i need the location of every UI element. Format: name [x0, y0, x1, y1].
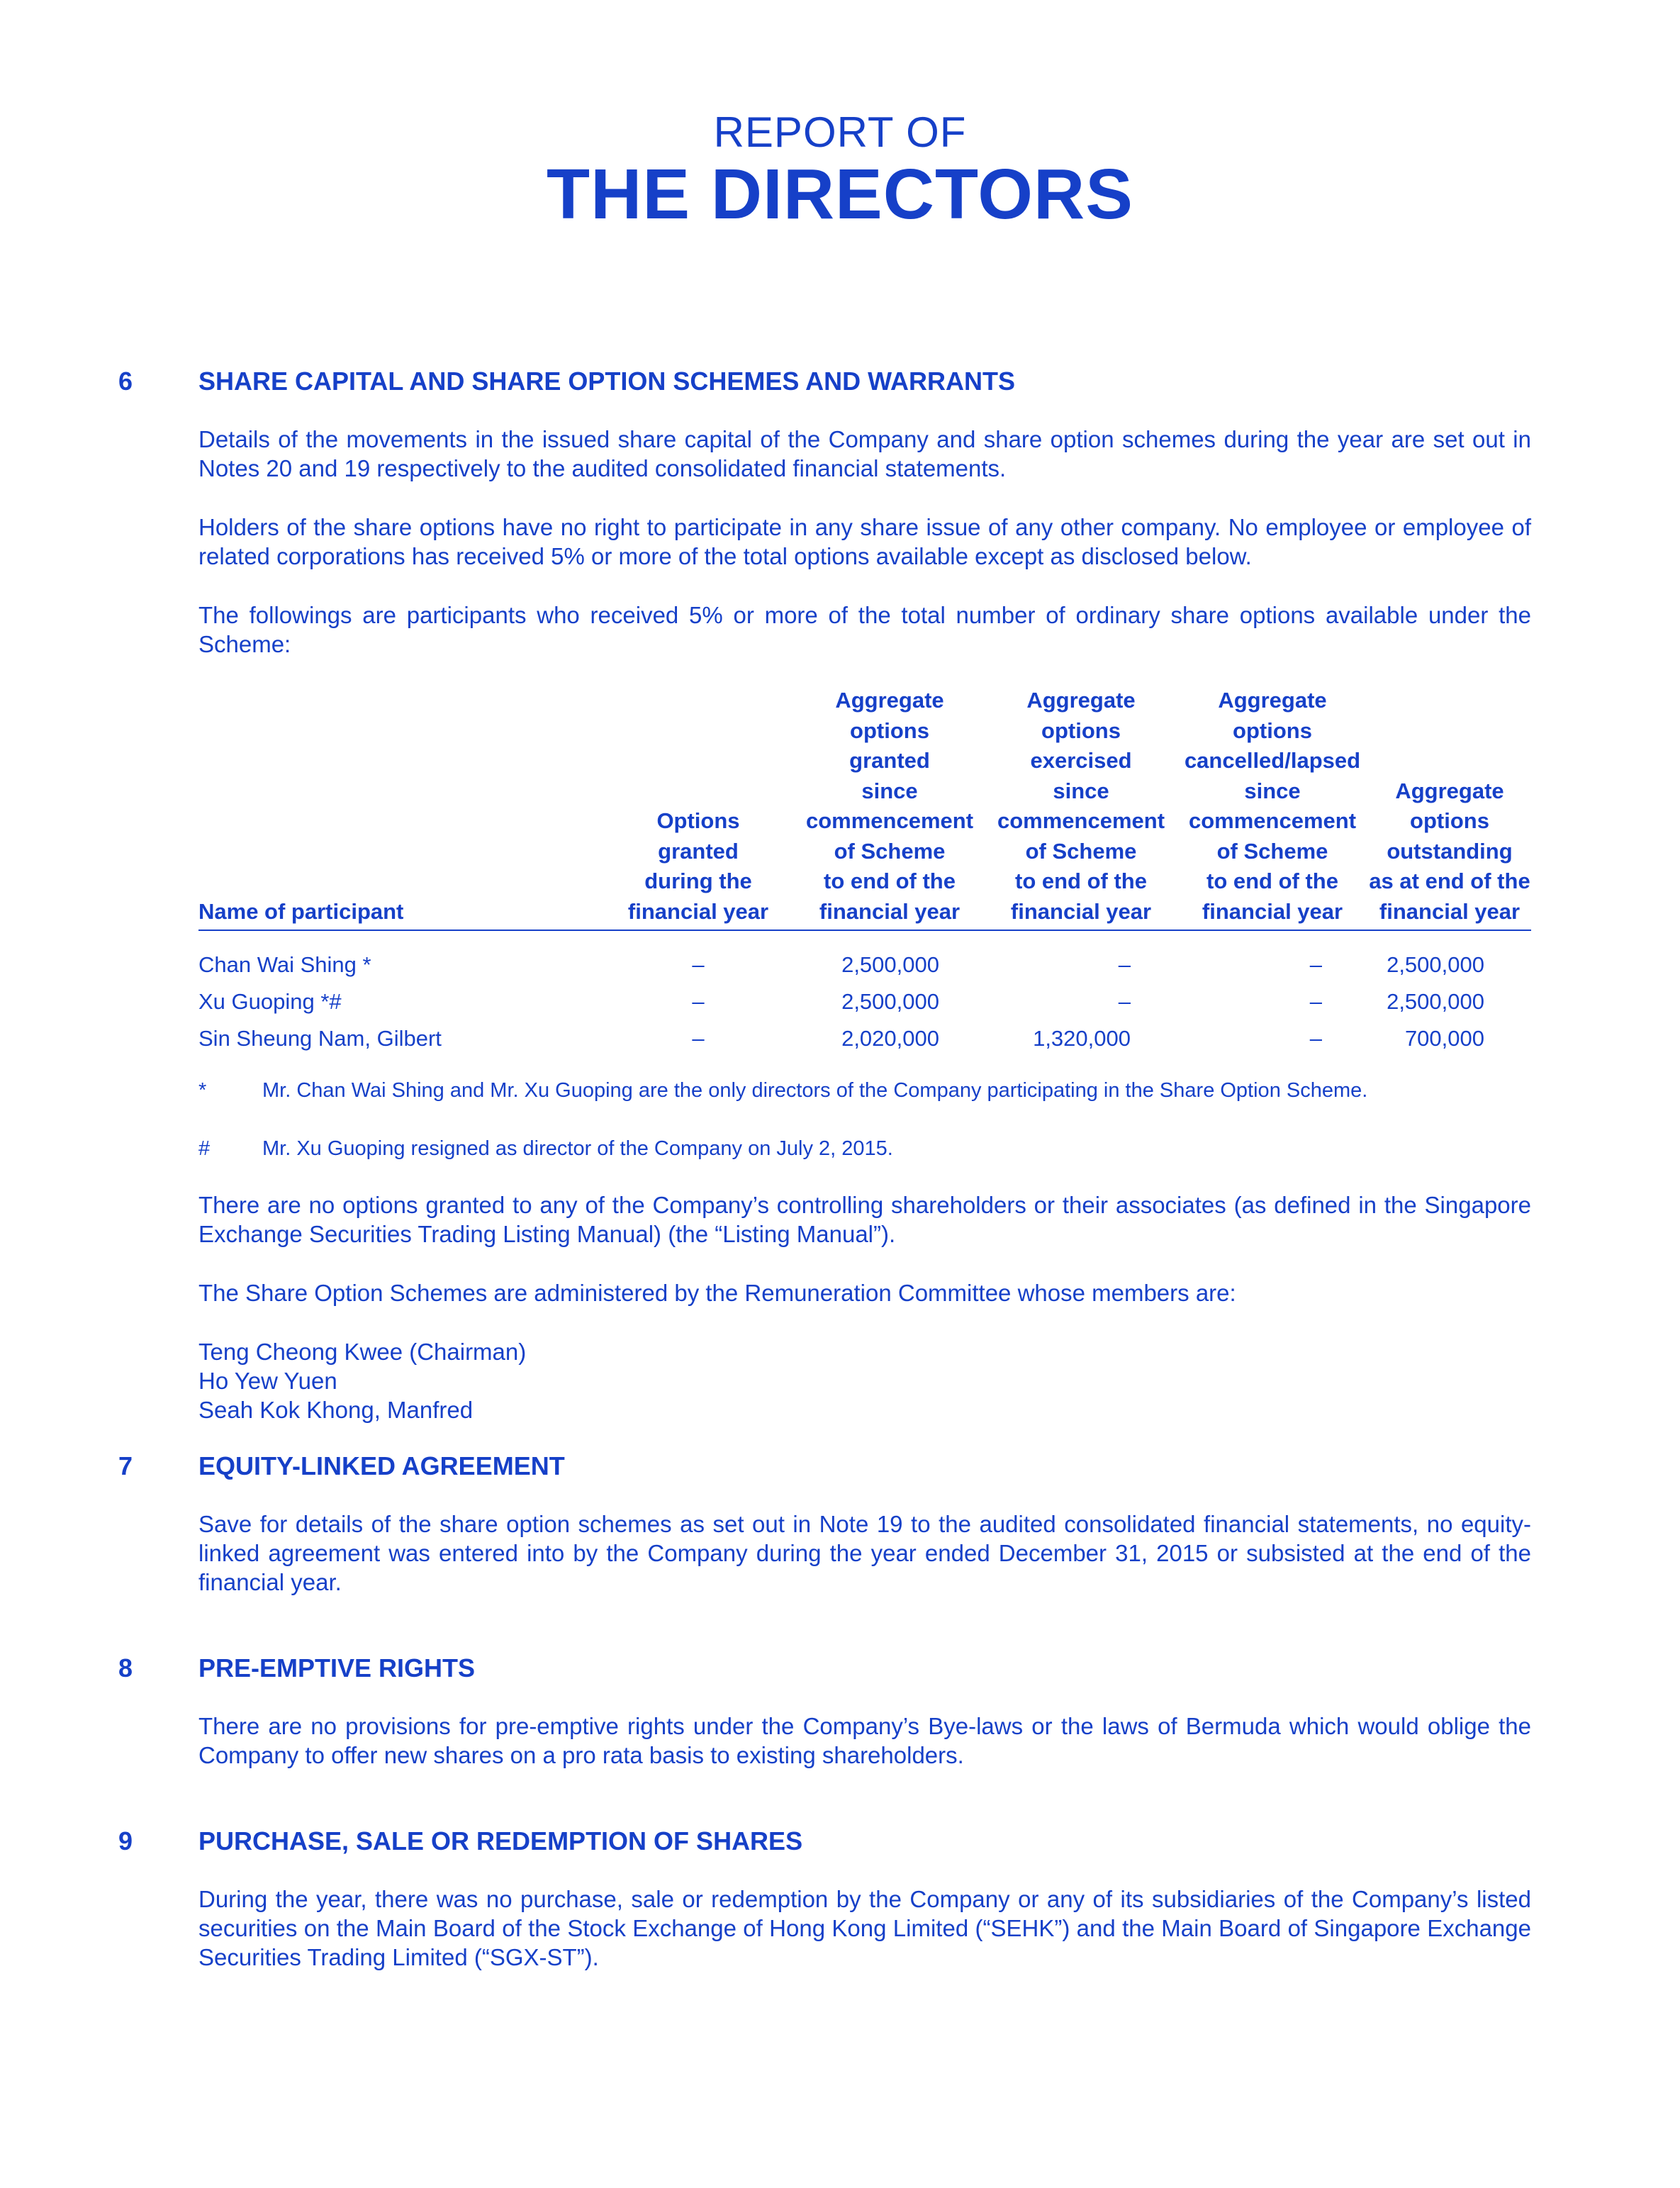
section-8-heading	[118, 1652, 1531, 1685]
paragraph: There are no provisions for pre-emptive rights under the Company’s Bye-laws or the laws of Bermuda which would oblige the Company to offer new shares on a pro rata basis to existing shareholders.	[198, 1713, 1531, 1768]
member-name: Ho Yew Yuen	[198, 1368, 337, 1394]
footnote-text: Mr. Chan Wai Shing and Mr. Xu Guoping are the only directors of the Company participating in the Share Option Scheme.	[262, 1079, 1368, 1102]
cell-exercised: 1,320,000	[1033, 1026, 1131, 1051]
cell-cancelled: –	[1309, 952, 1322, 977]
footnote	[198, 1135, 1531, 1162]
member-name: Seah Kok Khong, Manfred	[198, 1397, 474, 1423]
cell-granted-year: –	[692, 989, 705, 1014]
page-header	[0, 110, 1680, 233]
paragraph: The Share Option Schemes are administered by the Remuneration Committee whose members are:	[198, 1280, 1236, 1306]
participant-name: Chan Wai Shing *	[198, 952, 371, 977]
cell-outstanding: 2,500,000	[1387, 989, 1484, 1014]
report-content	[118, 365, 1531, 1972]
paragraph: Holders of the share options have no right to participate in any share issue of any other company. No employee or employee of related corporations has received 5% or more of the total options available except as disclosed below.	[198, 514, 1531, 569]
section-7-heading	[118, 1450, 1531, 1483]
column-header: Aggregate options exercised since commencement of Scheme to end of the financial year	[985, 686, 1177, 930]
committee-members	[198, 1337, 1531, 1424]
cell-exercised: –	[1118, 989, 1131, 1014]
cell-exercised: –	[1118, 952, 1131, 977]
table-row	[198, 983, 1531, 1020]
column-header: Name of participant	[198, 686, 603, 930]
share-options-table	[198, 686, 1531, 1057]
section-number: 9	[118, 1826, 133, 1855]
footnote	[198, 1077, 1531, 1104]
paragraph: During the year, there was no purchase, sale or redemption by the Company or any of its subsidiaries of the Company’s listed securities on the Main Board of the Stock Exchange of Hong Kong Limited (“SEHK”) and the Main Board of Singapore Exchange Securities Trading Limited (“SGX-ST”).	[198, 1886, 1531, 1970]
cell-cancelled: –	[1309, 989, 1322, 1014]
cell-cancelled: –	[1309, 1026, 1322, 1051]
column-header: Aggregate options outstanding as at end of the financial year	[1368, 686, 1531, 930]
cell-granted-year: –	[692, 1026, 705, 1051]
header-title: THE DIRECTORS	[547, 155, 1133, 234]
table-header-row	[198, 686, 1531, 930]
section-title: PURCHASE, SALE OR REDEMPTION OF SHARES	[198, 1826, 803, 1855]
cell-granted-aggregate: 2,020,000	[841, 1026, 939, 1051]
paragraph: There are no options granted to any of the Company’s controlling shareholders or their associates (as defined in the Singapore Exchange Securities Trading Listing Manual) (the “Listing Manual”).	[198, 1192, 1531, 1247]
table-row	[198, 1020, 1531, 1057]
column-header: Aggregate options granted since commencement of Scheme to end of the financial year	[794, 686, 985, 930]
participant-name: Xu Guoping *#	[198, 989, 342, 1014]
cell-granted-aggregate: 2,500,000	[841, 952, 939, 977]
section-6-heading	[118, 365, 1531, 398]
participant-name: Sin Sheung Nam, Gilbert	[198, 1026, 442, 1051]
section-9-heading	[118, 1825, 1531, 1858]
column-header: Aggregate options cancelled/lapsed since commencement of Scheme to end of the financial year	[1177, 686, 1368, 930]
header-subtitle: REPORT OF	[713, 108, 967, 156]
section-title: PRE-EMPTIVE RIGHTS	[198, 1653, 476, 1682]
footnote-mark: #	[198, 1137, 211, 1160]
column-header: Options granted during the financial year	[603, 686, 794, 930]
paragraph: Save for details of the share option schemes as set out in Note 19 to the audited consolidated financial statements, no equity-linked agreement was entered into by the Company during the year ended December 31, 2015 or subsisted at the end of the financial year.	[198, 1511, 1531, 1595]
section-title: EQUITY-LINKED AGREEMENT	[198, 1451, 565, 1480]
cell-granted-aggregate: 2,500,000	[841, 989, 939, 1014]
cell-outstanding: 2,500,000	[1387, 952, 1484, 977]
section-number: 8	[118, 1653, 133, 1682]
cell-granted-year: –	[692, 952, 705, 977]
cell-outstanding: 700,000	[1404, 1026, 1484, 1051]
footnote-mark: *	[198, 1079, 207, 1102]
table-row	[198, 930, 1531, 983]
paragraph: Details of the movements in the issued share capital of the Company and share option schemes during the year are set out in Notes 20 and 19 respectively to the audited consolidated financial statements.	[198, 426, 1531, 481]
section-title: SHARE CAPITAL AND SHARE OPTION SCHEMES AND WARRANTS	[198, 367, 1016, 396]
paragraph: The followings are participants who received 5% or more of the total number of ordinary share options available under the Scheme:	[198, 602, 1531, 657]
member-name: Teng Cheong Kwee (Chairman)	[198, 1339, 527, 1365]
section-number: 6	[118, 367, 133, 396]
footnote-text: Mr. Xu Guoping resigned as director of the Company on July 2, 2015.	[262, 1137, 893, 1160]
section-number: 7	[118, 1451, 133, 1480]
